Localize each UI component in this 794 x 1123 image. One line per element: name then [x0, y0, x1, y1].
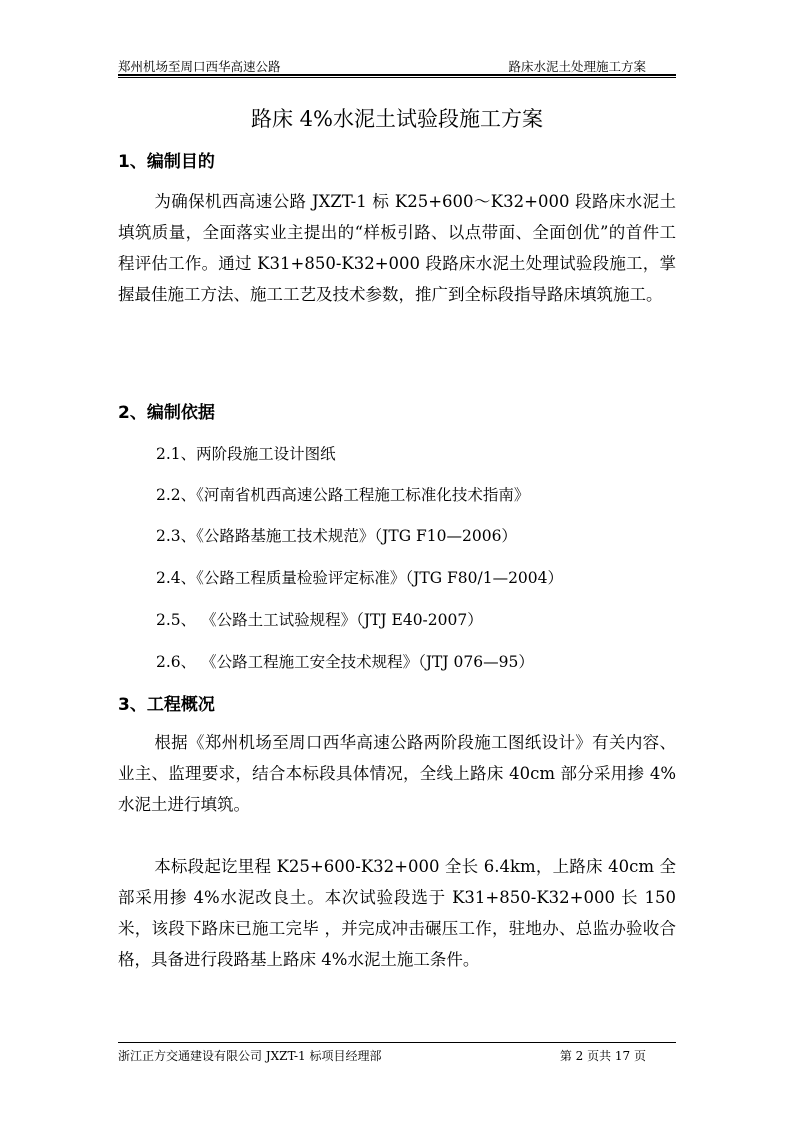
page-header [118, 57, 676, 75]
section-1-text: 为确保机西高速公路 JXZT-1 标 K25+600～K32+000 段路床水泥土填筑质量，全面落实业主提出的“样板引路、以点带面、全面创优”的首件工程评估工作。通过 K31+850-K32+000 段路床水泥土处理试验段施工，掌握最佳施工方法、施工工艺及技术参数，推广到全标段指导路床填筑施工。 [118, 192, 676, 304]
footer-company: 浙江正方交通建设有限公司 JXZT-1 标项目经理部 [118, 1049, 382, 1063]
reference-item: 2.5、 《公路土工试验规程》（JTJ E40-2007） [156, 611, 483, 629]
reference-item: 2.1、两阶段施工设计图纸 [156, 445, 336, 463]
section-3-paragraph-1 [118, 727, 676, 820]
footer-page-number: 第 2 页共 17 页 [559, 1049, 646, 1063]
reference-item: 2.4、《公路工程质量检验评定标准》（JTG F80/1—2004） [156, 569, 564, 587]
page-footer [118, 1047, 676, 1063]
reference-item: 2.6、 《公路工程施工安全技术规程》（JTJ 076—95） [156, 653, 534, 671]
section-1-heading: 1、编制目的 [118, 152, 215, 172]
section-2-heading: 2、编制依据 [118, 403, 215, 423]
reference-item: 2.2、《河南省机西高速公路工程施工标准化技术指南》 [156, 486, 530, 504]
section-1-paragraph [118, 186, 676, 310]
header-rule-thin [118, 77, 676, 78]
section-3-heading: 3、工程概况 [118, 695, 215, 715]
footer-rule [118, 1042, 676, 1043]
document-title: 路床 4%水泥土试验段施工方案 [251, 107, 543, 131]
header-rule-thick [118, 74, 676, 76]
header-project-name: 郑州机场至周口西华高速公路 [118, 59, 281, 74]
section-3-paragraph-2 [118, 851, 676, 975]
reference-item: 2.3、《公路路基施工技术规范》（JTG F10—2006） [156, 527, 517, 545]
header-document-name: 路床水泥土处理施工方案 [508, 59, 646, 74]
section-3-text-1: 根据《郑州机场至周口西华高速公路两阶段施工图纸设计》有关内容、业主、监理要求，结合本标段具体情况，全线上路床 40cm 部分采用掺 4%水泥土进行填筑。 [118, 733, 676, 814]
section-3-text-2: 本标段起讫里程 K25+600-K32+000 全长 6.4km，上路床 40cm 全部采用掺 4%水泥改良土。本次试验段选于 K31+850-K32+000 长 150 米，该段下路床已施工完毕 ，并完成冲击碾压工作，驻地办、总监办验收合格，具备进行段路基上路床 4%水泥土施工条件。 [118, 857, 676, 969]
